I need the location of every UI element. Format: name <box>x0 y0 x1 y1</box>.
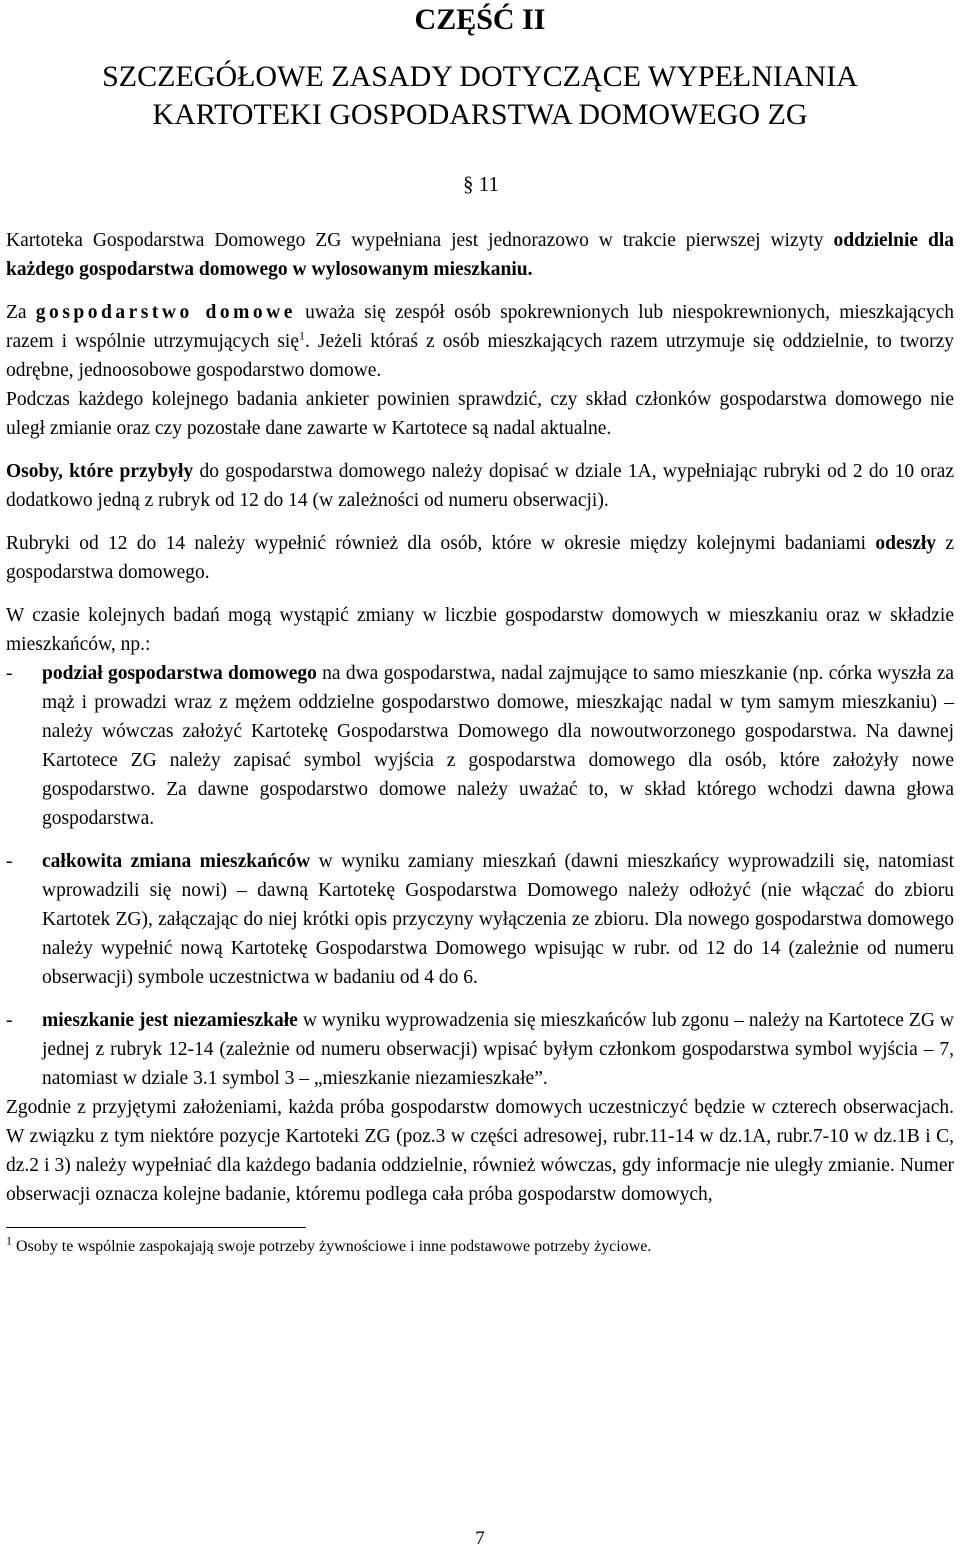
list-item-bold: podział gospodarstwa domowego <box>42 663 317 684</box>
list-item-bold: mieszkanie jest niezamieszkałe <box>42 1010 298 1031</box>
footnote-text: Osoby te wspólnie zaspokajają swoje potrzeby żywnościowe i inne podstawowe potrzeby życiowe. <box>12 1238 652 1255</box>
paragraph-1 <box>6 226 954 284</box>
list-item <box>6 659 954 833</box>
paragraph-4-bold: Osoby, które przybyły <box>6 461 194 482</box>
footnote <box>6 1234 954 1260</box>
list-dash: - <box>6 1010 13 1031</box>
paragraph-1-bold: oddzielnie dla każdego gospodarstwa domowego w wylosowanym mieszkaniu. <box>6 230 954 280</box>
paragraph-6: W czasie kolejnych badań mogą wystąpić zmiany w liczbie gospodarstw domowych w mieszkaniu oraz w składzie mieszkańców, np.: <box>6 605 954 655</box>
term-household: gospodarstwo domowe <box>35 302 296 323</box>
paragraph-4-text: do gospodarstwa domowego należy dopisać w dziale 1A, wypełniając rubryki od 2 do 10 oraz dodatkowo jedną z rubryk od 12 do 14 (w zależności od numeru obserwacji). <box>6 461 954 511</box>
paragraph-2 <box>6 298 954 385</box>
part-title: CZĘŚĆ II <box>414 3 546 36</box>
footnote-divider <box>6 1227 306 1228</box>
paragraph-1-text: Kartoteka Gospodarstwa Domowego ZG wypełniana jest jednorazowo w trakcie pierwszej wizyty <box>6 230 834 251</box>
paragraph-5-text-b: z gospodarstwa domowego. <box>6 533 954 583</box>
paragraph-3: Podczas każdego kolejnego badania ankieter powinien sprawdzić, czy skład członków gospodarstwa domowego nie uległ zmianie oraz czy pozostałe dane zawarte w Kartotece są nadal aktualne. <box>6 389 954 439</box>
list-item-text: na dwa gospodarstwa, nadal zajmujące to samo mieszkanie (np. córka wyszła za mąż i prowadzi wraz z mężem oddzielne gospodarstwo domowe, mieszkając nadal w tym samym mieszkaniu) – należy wówczas założyć Kartotekę Gospodarstwa Domowego dla nowoutworzonego gospodarstwa. Na dawnej Kartotece ZG należy zapisać symbol wyjścia z gospodarstwa domowego dla osób, które założyły nowe gospodarstwo. Za dawne gospodarstwo domowe należy uważać to, w skład którego wchodzi dawna głowa gospodarstwa. <box>42 663 954 829</box>
main-title <box>6 58 954 134</box>
page-number: 7 <box>475 1528 485 1549</box>
list-dash: - <box>6 851 13 872</box>
list-item <box>6 1006 954 1093</box>
paragraph-2-text-b: uważa się zespół osób spokrewnionych lub niespokrewnionych, mieszkających razem i wspólnie utrzymujących się <box>6 302 954 352</box>
paragraph-2-text-c: . Jeżeli któraś z osób mieszkających razem utrzymuje się oddzielnie, to tworzy odrębne, jednoosobowe gospodarstwo domowe. <box>6 331 955 381</box>
paragraph-5-text-a: Rubryki od 12 do 14 należy wypełnić również dla osób, które w okresie między kolejnymi badaniami <box>6 533 876 554</box>
paragraph-5 <box>6 529 954 587</box>
section-number: § 11 <box>463 172 499 196</box>
main-title-line-2: KARTOTEKI GOSPODARSTWA DOMOWEGO ZG <box>152 98 808 131</box>
footnote-number: 1 <box>6 1233 12 1248</box>
footnote-reference: 1 <box>299 328 306 343</box>
paragraph-2-text-a: Za <box>6 302 36 323</box>
main-title-line-1: SZCZEGÓŁOWE ZASADY DOTYCZĄCE WYPEŁNIANIA <box>102 60 858 93</box>
paragraph-7: Zgodnie z przyjętymi założeniami, każda próba gospodarstw domowych uczestniczyć będzie w czterech obserwacjach. W związku z tym niektóre pozycje Kartoteki ZG (poz.3 w części adresowej, rubr.11-14 w dz.1A, rubr.7-10 w dz.1B i C, dz.2 i 3) należy wypełniać dla każdego badania oddzielnie, również wówczas, gdy informacje nie uległy zmianie. Numer obserwacji oznacza kolejne badanie, któremu podlega cała próba gospodarstw domowych, <box>6 1097 954 1205</box>
list-item-bold: całkowita zmiana mieszkańców <box>42 851 311 872</box>
list-dash: - <box>6 663 13 684</box>
list-item-text: w wyniku zamiany mieszkań (dawni mieszkańcy wyprowadzili się, natomiast wprowadzili się nowi) – dawną Kartotekę Gospodarstwa Domowego należy odłożyć (nie włączać do zbioru Kartotek ZG), załączając do niej krótki opis przyczyny wyłączenia ze zbioru. Dla nowego gospodarstwa domowego należy wypełnić nową Kartotekę Gospodarstwa Domowego wpisując w rubr. od 12 do 14 (zależnie od numeru obserwacji) symbole uczestnictwa w badaniu od 4 do 6. <box>42 851 954 988</box>
paragraph-5-bold: odeszły <box>875 533 937 554</box>
list-item <box>6 847 954 992</box>
list-item-text: w wyniku wyprowadzenia się mieszkańców lub zgonu – należy na Kartotece ZG w jednej z rubryk 12-14 (zależnie od numeru obserwacji) wpisać byłym członkom gospodarstwa symbol wyjścia – 7, natomiast w dziale 3.1 symbol 3 – „mieszkanie niezamieszkałe”. <box>42 1010 954 1089</box>
paragraph-4 <box>6 457 954 515</box>
